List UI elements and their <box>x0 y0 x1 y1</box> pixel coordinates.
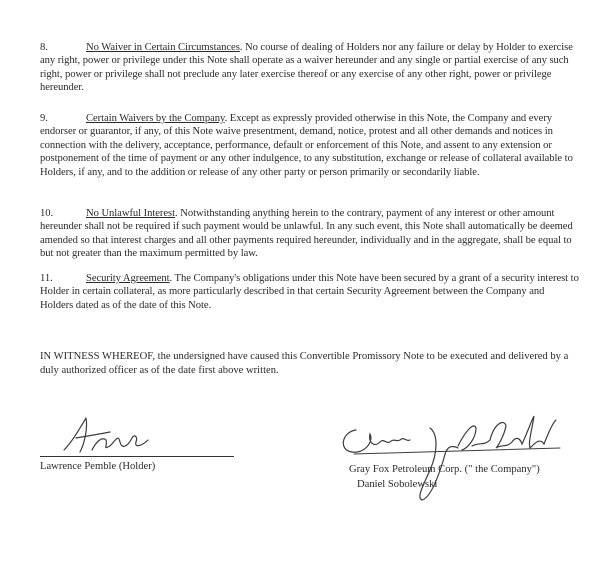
section-10: 10. No Unlawful Interest. Notwithstanding anything herein to the contrary, payment of any interest or other amount hereunder shall not be required if such payment would be unlawful. In any such event, this Note shall automatically be deemed amended so that interest charges and all other payments required hereunder, individually and in the aggregate, shall be equal to but not greater than the maximum permitted by law. <box>40 208 573 260</box>
officer-name: Daniel Sobolewski <box>357 479 438 490</box>
section-heading: Security Agreement <box>86 273 170 284</box>
section-11: 11. Security Agreement. The Company's obligations under this Note have been secured by a grant of a security interest to Holder in certain collateral, as more particularly described in that certain Security Agreement between the Company and Holders dated as of the date of this Note. <box>40 273 579 311</box>
section-8: 8. No Waiver in Certain Circumstances. No course of dealing of Holders nor any failure or delay by Holder to exercise any right, power or privilege under this Note shall operate as a waiver hereunder and any single or partial exercise of any such right, power or privilege shall not preclude any later exercise thereof or any exercise of any other right, power or privilege hereunder. <box>40 42 573 94</box>
section-body: The Company's obligations under this Note have been secured by a grant of a security interest to Holder in certain collateral, as more particularly described in that certain Security Agreement between the Company and Holders dated as of the date of this Note. <box>40 273 579 311</box>
company-name-line: Gray Fox Petroleum Corp. (" the Company") <box>349 464 540 475</box>
section-heading: Certain Waivers by the Company <box>86 113 225 124</box>
holder-signature-line <box>40 456 234 457</box>
holder-signature <box>58 412 158 456</box>
section-number: 8. <box>40 42 48 53</box>
section-number: 9. <box>40 113 48 124</box>
section-9: 9. Certain Waivers by the Company. Except as expressly provided otherwise in this Note, the Company and every endorser or guarantor, if any, of this Note waive presentment, demand, notice, protest and all other demands and notices in connection with the delivery, acceptance, performance, default or enforcement of this Note, and assent to any extension or postponement of the time of payment or any other indulgence, to any substitution, exchange or release of collateral available to Holders, if any, and to the addition or release of any other party or person primarily or secondarily liable. <box>40 113 573 178</box>
section-body: Notwithstanding anything herein to the contrary, payment of any interest or other amount hereunder shall not be required if such payment would be unlawful. In any such event, this Note shall automatically be deemed amended so that interest charges and all other payments required hereunder, individually and in the aggregate, shall be equal to but not greater than the maximum permitted by law. <box>40 208 573 260</box>
holder-name: Lawrence Pemble (Holder) <box>40 461 156 472</box>
section-number: 11. <box>40 273 53 284</box>
section-heading: No Unlawful Interest <box>86 208 176 219</box>
witness-clause: IN WITNESS WHEREOF, the undersigned have caused this Convertible Promissory Note to be executed and delivered by a duly authorized officer as of the date first above written. <box>40 351 569 376</box>
section-number: 10. <box>40 208 54 219</box>
section-body: No course of dealing of Holders nor any failure or delay by Holder to exercise any right, power or privilege under this Note shall operate as a waiver hereunder and any single or partial exercise of any such right, power or privilege shall not preclude any later exercise thereof or any exercise of any other right, power or privilege hereunder. <box>40 42 573 94</box>
section-body: Except as expressly provided otherwise in this Note, the Company and every endorser or guarantor, if any, of this Note waive presentment, demand, notice, protest and all other demands and notices in connection with the delivery, acceptance, performance, default or enforcement of this Note, and assent to any extension or postponement of the time of payment or any other indulgence, to any substitution, exchange or release of collateral available to Holders, if any, and to the addition or release of any other party or person primarily or secondarily liable. <box>40 113 573 178</box>
section-heading: No Waiver in Certain Circumstances <box>86 42 240 53</box>
